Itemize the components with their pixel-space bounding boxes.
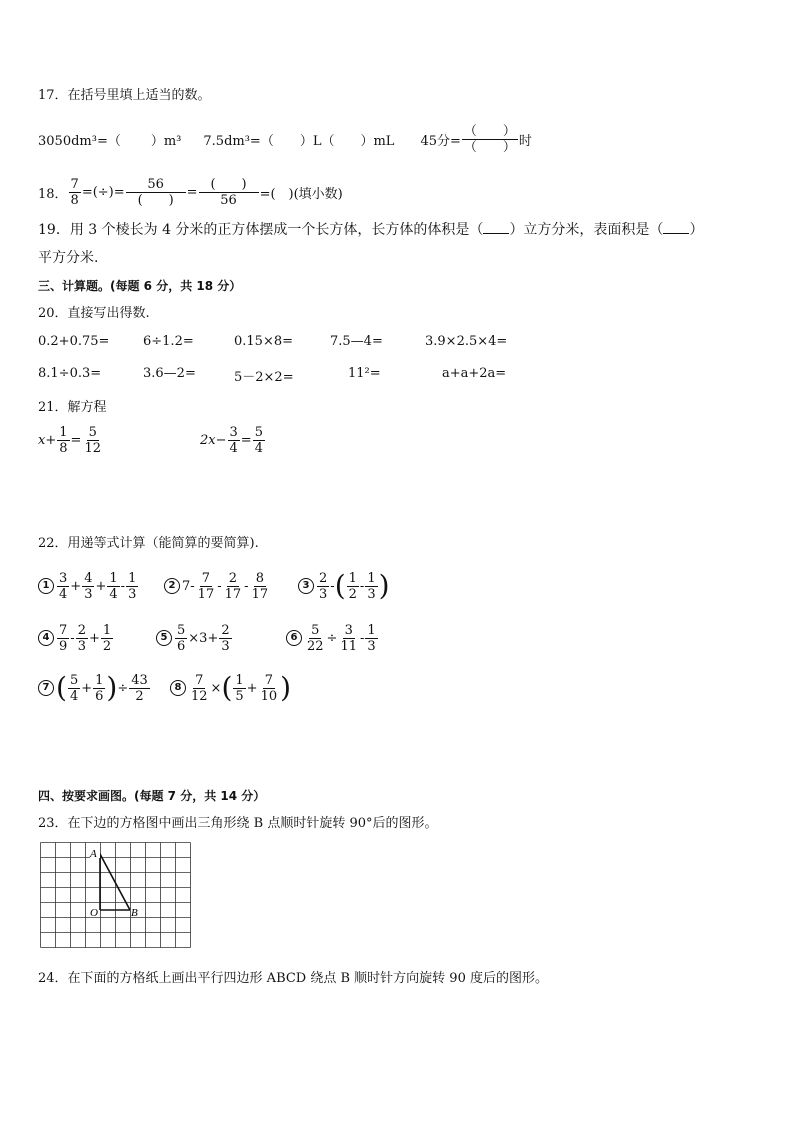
- q22-e6-f3-num: 1: [367, 622, 376, 638]
- q22-e6-f2-den: 11: [340, 638, 357, 654]
- q22-e4-f2-num: 2: [77, 622, 86, 638]
- q21-e2-frac1: [228, 425, 240, 456]
- q22-e2-op1: -: [217, 578, 222, 594]
- q22-e8-f3-num: 7: [264, 672, 273, 688]
- q22-e1-f1-den: 4: [59, 586, 68, 602]
- q17-frac-num: （ ）: [463, 123, 516, 139]
- q22-e8-f2: [233, 673, 245, 704]
- q21-e2-op: −: [215, 432, 227, 448]
- q22-e4-f1-num: 7: [59, 622, 68, 638]
- q21-e1-var: x: [38, 432, 46, 448]
- q20-r2c1: 8.1÷0.3=: [38, 366, 102, 381]
- q18-frac2-den: ( ): [137, 192, 174, 208]
- q22-expr-1: [38, 566, 139, 606]
- q22-e8-lparen: (: [221, 671, 233, 704]
- q22-num-7: 7: [38, 680, 54, 696]
- q22-num-6: 6: [286, 630, 302, 646]
- q21-equation-2: [200, 420, 266, 460]
- q22-title: 22．用递等式计算（能简算的要简算).: [38, 536, 259, 551]
- q22-e6-op2: -: [360, 630, 365, 646]
- q17-b-mid: ）L（: [299, 133, 335, 149]
- q22-e7-f1-num: 5: [69, 672, 79, 688]
- q22-e5-f2: [219, 623, 231, 654]
- label-o: O: [90, 907, 98, 919]
- q22-expr-7: [38, 668, 151, 708]
- q22-num-4: 4: [38, 630, 54, 646]
- q22-e4-f3-num: 1: [102, 622, 112, 638]
- q22-expr-6: [286, 618, 379, 658]
- q21-equation-1: [38, 420, 104, 460]
- q22-e6-f1-num: 5: [311, 622, 320, 638]
- q22-e2-f1-den: 17: [197, 586, 215, 602]
- q22-e5-op1: ×3+: [188, 630, 219, 646]
- q22-e1-f4-den: 3: [128, 586, 137, 602]
- q17-frac-den: （ ）: [463, 139, 516, 155]
- q22-e4-f2-den: 3: [77, 638, 86, 654]
- q18-frac3-den: 56: [220, 192, 237, 208]
- q17-body: [38, 118, 532, 160]
- q18-suffix: =( )(填小数): [259, 186, 343, 202]
- q19-blank-volume[interactable]: [483, 223, 509, 234]
- q22-e3-f1: [317, 571, 329, 602]
- q22-e8-rparen: ): [280, 671, 292, 704]
- q22-e3-rparen: ): [378, 569, 390, 602]
- q22-e6-f3: [365, 623, 377, 654]
- q22-e4-f3: [101, 623, 113, 654]
- q22-e4-op1: -: [70, 630, 75, 646]
- q22-e7-f3-num: 43: [131, 672, 148, 688]
- q22-e3-f3: [365, 571, 377, 602]
- q21-title: 21．解方程: [38, 400, 107, 415]
- q21-e2-f1-den: 4: [229, 440, 238, 456]
- q20-r1c5: 3.9×2.5×4=: [425, 334, 508, 349]
- q18-body: [38, 174, 343, 210]
- q23-title: 23．在下边的方格图中画出三角形绕 B 点顺时针旋转 90°后的图形。: [38, 816, 438, 831]
- q21-e1-f1-num: 1: [59, 424, 68, 440]
- q22-e1-f2: [82, 571, 94, 602]
- q22-e1-f4-num: 1: [128, 570, 137, 586]
- q19-line1: [38, 219, 703, 239]
- label-a: A: [90, 848, 97, 860]
- triangle-side-ab: [100, 854, 130, 910]
- q22-e1-f2-num: 4: [84, 570, 93, 586]
- label-b: B: [131, 907, 138, 919]
- q22-e1-f1: [57, 571, 69, 602]
- q22-e2-op2: -: [244, 578, 249, 594]
- q22-expr-8: [170, 668, 291, 708]
- q21-e2-f1-num: 3: [229, 424, 238, 440]
- q19-text-b: ）立方分米，表面积是（: [509, 222, 664, 238]
- q22-e6-f1: [305, 623, 326, 654]
- q22-e1-f1-num: 3: [59, 570, 68, 586]
- q22-e6-f2-num: 3: [344, 622, 353, 638]
- q22-e3-f1-den: 3: [319, 586, 328, 602]
- q22-e1-f2-den: 3: [84, 586, 93, 602]
- q22-e6-f1-den: 22: [307, 638, 324, 654]
- q18-frac1-den: 8: [70, 192, 79, 208]
- q22-e1-f4: [126, 571, 138, 602]
- q22-num-8: 8: [170, 680, 186, 696]
- q20-title: 20．直接写出得数.: [38, 306, 150, 321]
- q22-e5-f1-num: 5: [177, 622, 186, 638]
- q22-e2-f2-den: 17: [224, 586, 242, 602]
- q21-e1-f2-num: 5: [88, 424, 97, 440]
- q20-r2c5: a+a+2a=: [442, 366, 507, 381]
- q22-e2-lead: 7-: [182, 578, 195, 594]
- q17-b-left: 7.5dm³=（: [203, 133, 274, 149]
- q22-e7-f3-den: 2: [135, 688, 144, 704]
- q21-e1-eq: =: [70, 432, 82, 448]
- q22-e7-f2: [93, 673, 105, 704]
- q22-e2-f3-den: 17: [251, 586, 269, 602]
- q22-e6-f2: [338, 623, 359, 654]
- q22-e8-f1-num: 7: [195, 672, 204, 688]
- q22-e1-f3-den: 4: [109, 586, 118, 602]
- q22-e7-f3: [129, 673, 150, 704]
- q20-r2c3: 5－2×2=: [234, 370, 294, 385]
- q22-e2-f1: [196, 571, 217, 602]
- q22-e7-f1: [68, 673, 80, 704]
- q22-e6-f3-den: 3: [367, 638, 376, 654]
- q22-e3-f2: [347, 571, 359, 602]
- q17-fraction: [462, 124, 518, 155]
- q22-e2-f3-num: 8: [255, 570, 264, 586]
- q22-e7-lparen: (: [56, 671, 67, 704]
- q17-a-left: 3050dm³=（: [38, 133, 121, 149]
- q21-e2-var: 2x: [200, 432, 216, 448]
- q17-b-right: ）mL: [360, 133, 395, 149]
- q19-text-a: 19．用 3 个棱长为 4 分米的正方体摆成一个长方体，长方体的体积是（: [38, 222, 484, 238]
- q22-e1-op1: +: [70, 578, 82, 594]
- q22-e3-f2-num: 1: [348, 570, 357, 586]
- q18-eq: =: [186, 184, 198, 200]
- section-3-heading: 三、计算题。(每题 6 分，共 18 分）: [38, 279, 242, 293]
- q22-e2-f2: [223, 571, 244, 602]
- q22-e2-f1-num: 7: [201, 570, 211, 586]
- q18-prefix: 18．: [38, 186, 68, 202]
- q24-title: 24．在下面的方格纸上画出平行四边形 ABCD 绕点 B 顺时针方向旋转 90 度后的图形。: [38, 971, 548, 986]
- q18-part2: =(÷)=: [81, 184, 125, 200]
- q21-e1-op: +: [45, 432, 57, 448]
- q21-e1-f1-den: 8: [59, 440, 68, 456]
- q22-e3-f3-den: 3: [367, 586, 376, 602]
- q22-e3-f3-num: 1: [367, 570, 376, 586]
- q22-e7-op1: +: [81, 680, 93, 696]
- q22-e4-f2: [76, 623, 88, 654]
- q22-num-2: 2: [164, 578, 180, 594]
- q22-e4-f3-den: 2: [102, 638, 112, 654]
- q18-frac1-num: 7: [70, 176, 79, 192]
- q22-e5-f1: [175, 623, 187, 654]
- q22-expr-2: [164, 566, 271, 606]
- q22-e7-op2: ÷: [117, 680, 129, 696]
- q22-e8-f1-den: 12: [191, 688, 208, 704]
- q17-title: 17．在括号里填上适当的数。: [38, 88, 211, 103]
- q22-e7-f2-num: 1: [95, 672, 104, 688]
- q22-e8-f1: [189, 673, 210, 704]
- q21-e1-f2-den: 12: [84, 440, 101, 456]
- q22-e1-f3-num: 1: [109, 570, 118, 586]
- q22-e6-op1: ÷: [326, 630, 338, 646]
- q22-num-1: 1: [38, 578, 54, 594]
- q19-text-c: ）: [689, 222, 704, 238]
- q22-e8-op2: +: [246, 680, 258, 696]
- q22-e2-f3: [250, 571, 271, 602]
- q22-e4-op2: +: [88, 630, 100, 646]
- q22-e1-op3: -: [120, 578, 126, 594]
- q22-e3-lparen: (: [334, 569, 346, 602]
- q22-e7-f1-den: 4: [69, 688, 79, 704]
- q22-e8-f2-num: 1: [235, 672, 244, 688]
- q22-num-5: 5: [156, 630, 172, 646]
- q21-e1-frac1: [57, 425, 69, 456]
- q22-num-3: 3: [298, 578, 314, 594]
- q22-e8-f3: [259, 673, 280, 704]
- q18-frac2: [126, 177, 186, 208]
- q22-e7-rparen: ): [106, 671, 118, 704]
- q22-e8-f3-den: 10: [260, 688, 278, 704]
- q20-r1c4: 7.5—4=: [330, 334, 383, 349]
- q22-e4-f1: [57, 623, 69, 654]
- q22-e5-f2-den: 3: [221, 638, 230, 654]
- q18-frac1: [69, 177, 81, 208]
- q22-e2-f2-num: 2: [228, 570, 238, 586]
- q18-frac3-num: ( ): [199, 177, 259, 193]
- q20-r1c2: 6÷1.2=: [143, 334, 194, 349]
- q22-e4-f1-den: 9: [59, 638, 68, 654]
- q22-e8-f2-den: 5: [235, 688, 244, 704]
- q23-grid[interactable]: [40, 842, 192, 950]
- q19-blank-area[interactable]: [663, 223, 689, 234]
- q18-frac2-num: 56: [126, 177, 186, 193]
- q17-a-right: ）m³: [150, 133, 182, 149]
- q20-r2c4: 11²=: [348, 366, 381, 381]
- q22-expr-3: [298, 566, 390, 606]
- q22-e3-f2-den: 2: [348, 586, 357, 602]
- q22-e3-f1-num: 2: [319, 570, 328, 586]
- q22-e8-op1: ×: [210, 680, 222, 696]
- q21-e1-frac2: [82, 425, 103, 456]
- q22-expr-4: [38, 618, 114, 658]
- q22-e5-f2-num: 2: [221, 622, 230, 638]
- q18-frac3: [199, 177, 259, 208]
- q21-e2-frac2: [253, 425, 265, 456]
- q20-r1c3: 0.15×8=: [234, 334, 294, 349]
- q22-e1-f3: [107, 571, 119, 602]
- q20-r1c1: 0.2+0.75=: [38, 334, 110, 349]
- q22-e5-f1-den: 6: [177, 638, 186, 654]
- section-4-heading: 四、按要求画图。(每题 7 分，共 14 分）: [38, 789, 266, 803]
- q17-c-left: 45分=: [420, 133, 461, 149]
- q22-expr-5: [156, 618, 233, 658]
- q20-r2c2: 3.6—2=: [143, 366, 196, 381]
- q22-e7-f2-den: 6: [95, 688, 104, 704]
- q22-e3-op2: -: [359, 578, 365, 594]
- q21-e2-f2-den: 4: [254, 440, 263, 456]
- q21-e2-f2-num: 5: [254, 424, 263, 440]
- q19-line2: 平方分米.: [38, 250, 99, 266]
- q22-e3-op1: -: [330, 578, 335, 594]
- q22-e1-op2: +: [95, 578, 107, 594]
- q17-c-right: 时: [518, 133, 532, 149]
- q21-e2-eq: =: [240, 432, 252, 448]
